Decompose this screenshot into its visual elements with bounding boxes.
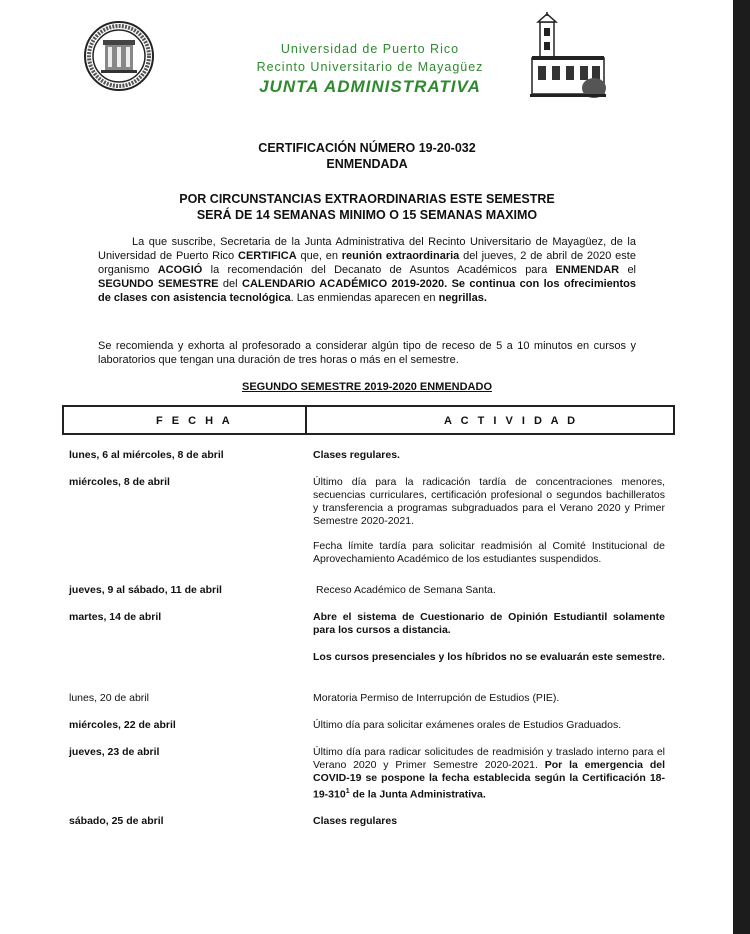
text-run: Los cursos presenciales y los híbridos no se evaluarán este semestre.	[313, 651, 665, 663]
text-run: del	[218, 278, 242, 290]
header-campus: Recinto Universitario de Mayagüez	[256, 60, 484, 74]
recommendation-paragraph: Se recomienda y exhorta al profesorado a considerar algún tipo de receso de 5 a 10 minutos en cursos y laboratorios que tengan una duración de tres horas o más en el semestre.	[98, 340, 636, 366]
column-header-date: F E C H A	[156, 415, 233, 427]
text-run: Último día para radicar solicitudes de readmisión y traslado interno para el Verano 2020 y Primer Semestre 2020-2021.	[313, 746, 665, 771]
text-run: SEGUNDO SEMESTRE	[98, 278, 219, 290]
text-run: Último día para la radicación tardía de concentraciones menores, secuencias curriculares, certificación profesional o segundos bachilleratos y transferencia a programas subgraduados para el Verano 2020 y Primer Semestre 2020-2021.	[313, 476, 665, 527]
text-run: del jueves, 2 de abril de 2020 este organismo	[98, 250, 636, 276]
row-activity	[313, 449, 665, 462]
text-run: Fecha límite tardía para solicitar readmisión al Comité Institucional de Aprovechamiento Académico de los estudiantes suspendidos.	[313, 540, 665, 565]
row-activity	[313, 692, 665, 705]
row-date: miércoles, 22 de abril	[69, 719, 176, 731]
text-run: reunión extraordinaria	[341, 250, 460, 262]
building-drawing-logo	[528, 12, 608, 100]
header-university: Universidad de Puerto Rico	[280, 42, 460, 56]
row-date: lunes, 20 de abril	[69, 692, 149, 704]
subtitle-line-2: SERÁ DE 14 SEMANAS MINIMO O 15 SEMANAS MAXIMO	[196, 208, 538, 222]
text-run: La que suscribe, Secretaria de la Junta Administrativa del Recinto Universitario de Mayagüez, de la Universidad de Puerto Rico	[98, 236, 636, 262]
row-activity	[313, 719, 665, 732]
text-run: . Las enmiendas aparecen en	[290, 292, 439, 304]
row-activity	[313, 540, 665, 566]
column-header-activity: A C T I V I D A D	[444, 415, 579, 427]
row-date: martes, 14 de abril	[69, 611, 162, 623]
row-date: sábado, 25 de abril	[69, 815, 164, 827]
row-activity	[313, 611, 665, 637]
row-date: jueves, 23 de abril	[69, 746, 160, 758]
text-run: Receso Académico de Semana Santa.	[316, 584, 496, 596]
row-activity	[313, 815, 665, 828]
dark-page-edge	[733, 0, 750, 934]
text-run: ACOGIÓ	[157, 264, 203, 276]
text-run: negrillas.	[438, 292, 487, 304]
university-seal-logo	[83, 20, 155, 92]
text-run: la recomendación del Decanato de Asuntos Académicos para	[202, 264, 556, 276]
certification-paragraph	[98, 235, 636, 305]
subtitle-line-1: POR CIRCUNSTANCIAS EXTRAORDINARIAS ESTE SEMESTRE	[179, 192, 555, 206]
text-run: Moratoria Permiso de Interrupción de Estudios (PIE).	[313, 692, 560, 704]
row-date: miércoles, 8 de abril	[69, 476, 170, 488]
row-activity	[313, 651, 665, 664]
text-run: ENMENDAR	[555, 264, 620, 276]
footnote-marker: 1	[345, 788, 350, 795]
text-run: Por la emergencia del COVID-19 se pospone la fecha establecida según la Certificación 18-19-310	[313, 759, 665, 801]
header-board: JUNTA ADMINISTRATIVA	[259, 77, 481, 96]
text-run: Último día para solicitar exámenes orales de Estudios Graduados.	[313, 719, 622, 731]
row-date: jueves, 9 al sábado, 11 de abril	[69, 584, 222, 596]
table-header	[62, 405, 675, 435]
text-run: Clases regulares.	[313, 449, 400, 461]
row-activity	[313, 746, 665, 802]
text-run: CERTIFICA	[238, 250, 297, 262]
text-run: Clases regulares	[313, 815, 398, 827]
row-date: lunes, 6 al miércoles, 8 de abril	[69, 449, 224, 461]
text-run: que, en	[296, 250, 342, 262]
table-header-divider	[305, 407, 307, 433]
row-activity	[313, 476, 665, 528]
row-activity	[316, 584, 668, 597]
text-run: de la Junta Administrativa.	[349, 788, 486, 801]
text-run: el	[619, 264, 637, 276]
certification-amended: ENMENDADA	[326, 157, 408, 171]
certification-number: CERTIFICACIÓN NÚMERO 19-20-032	[258, 141, 476, 155]
section-title: SEGUNDO SEMESTRE 2019-2020 ENMENDADO	[241, 381, 492, 393]
text-run: CALENDARIO ACADÉMICO 2019-2020. Se continua con los ofrecimientos de clases con asistencia tecnológica	[98, 278, 637, 304]
text-run: Abre el sistema de Cuestionario de Opinión Estudiantil solamente para los cursos a distancia.	[313, 611, 665, 636]
